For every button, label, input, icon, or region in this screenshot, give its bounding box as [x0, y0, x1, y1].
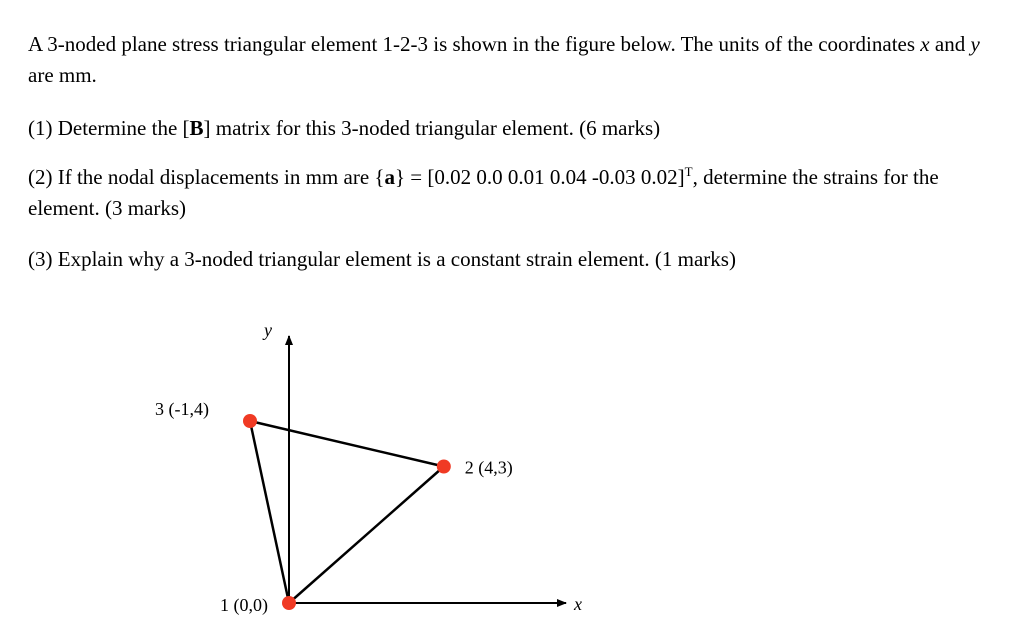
triangle-edges	[250, 421, 444, 603]
q1-suffix: ] matrix for this 3-noded triangular element. (6 marks)	[203, 116, 661, 140]
q2-transpose-mark: T	[684, 164, 693, 179]
intro-end-text: are mm.	[28, 63, 97, 87]
y-axis-label: y	[264, 320, 272, 340]
edge-1-2	[289, 467, 444, 604]
node-3-label: 3 (-1,4)	[155, 399, 209, 419]
node-labels	[155, 399, 513, 616]
edge-3-1	[250, 421, 289, 603]
q1-matrix-symbol: B	[189, 116, 204, 140]
q2-vector-symbol: a	[384, 165, 395, 189]
node-2-marker	[437, 460, 451, 474]
intro-x-symbol: x	[920, 32, 930, 56]
intro-y-symbol: y	[970, 32, 980, 56]
q1-prefix: (1) Determine the [	[28, 116, 190, 140]
q2-displacement-values: } = [0.02 0.0 0.01 0.04 -0.03 0.02]	[394, 165, 685, 189]
node-1-label: 1 (0,0)	[220, 595, 268, 615]
q2-prefix: (2) If the nodal displacements in mm are {	[28, 165, 385, 189]
q2-suffix: , determine the strains for the element. (3 marks)	[28, 165, 939, 220]
node-3-marker	[243, 414, 257, 428]
intro-and-text: and	[929, 32, 971, 56]
edge-2-3	[250, 421, 444, 467]
x-axis-label: x	[574, 594, 582, 614]
q3-text: (3) Explain why a 3-noded triangular element is a constant strain element. (1 marks)	[28, 247, 736, 271]
node-2-label: 2 (4,3)	[464, 457, 513, 478]
node-1-marker	[282, 596, 296, 610]
intro-text: A 3-noded plane stress triangular element 1-2-3 is shown in the figure below. The units of the coordinates	[28, 32, 921, 56]
